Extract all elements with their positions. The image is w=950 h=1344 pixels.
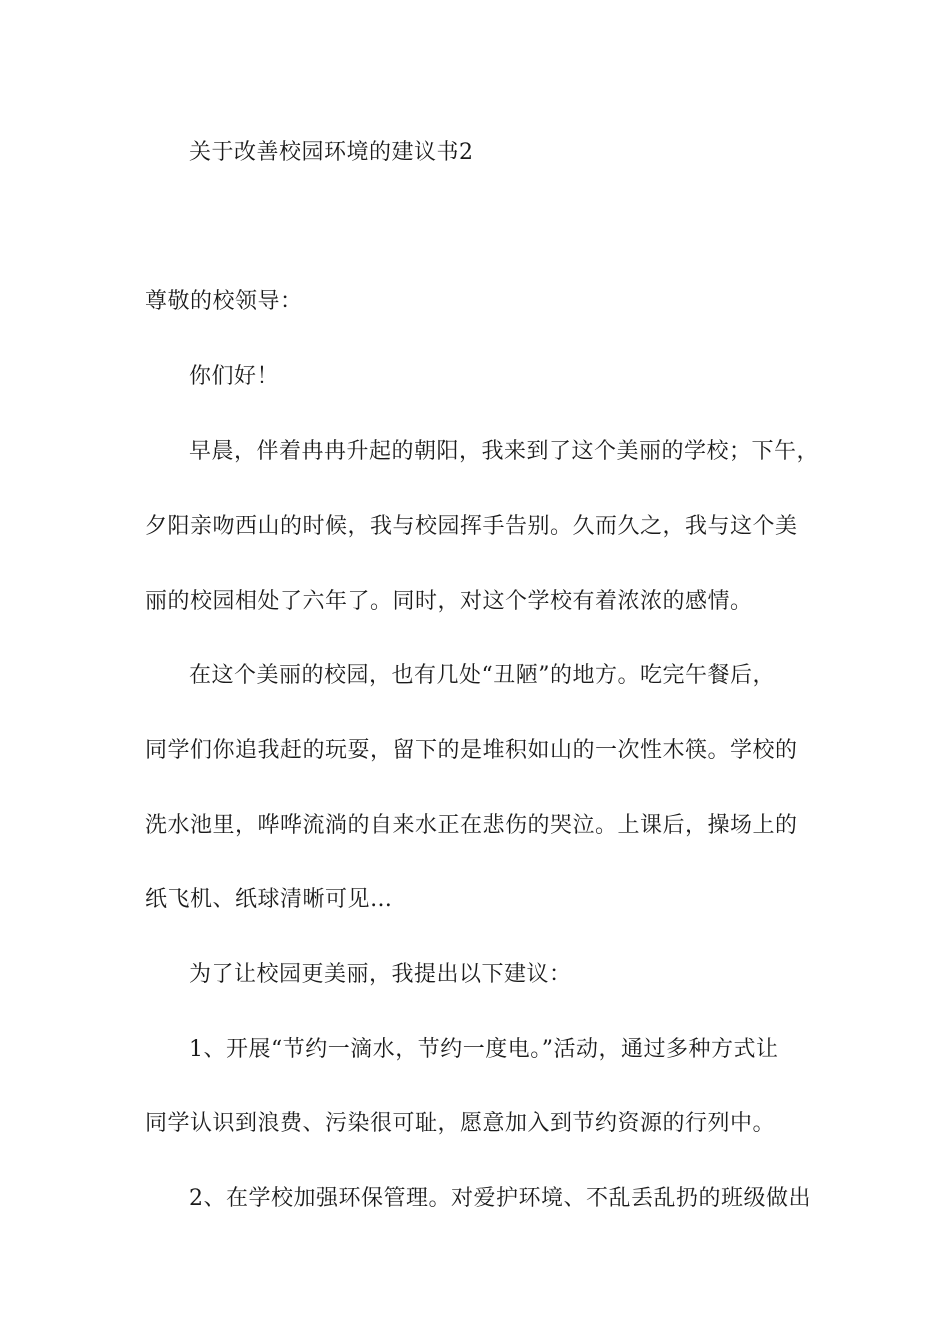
paragraph-line: 洗水池里，哗哗流淌的自来水正在悲伤的哭泣。上课后，操场上的	[145, 813, 798, 838]
paragraph-line: 纸飞机、纸球清晰可见…	[145, 887, 393, 912]
document-title: 关于改善校园环境的建议书2	[189, 140, 474, 165]
paragraph-line: 1、开展“节约一滴水，节约一度电。”活动，通过多种方式让	[189, 1037, 779, 1062]
paragraph-line: 夕阳亲吻西山的时候，我与校园挥手告别。久而久之，我与这个美	[145, 514, 798, 539]
salutation: 尊敬的校领导：	[145, 289, 303, 314]
paragraph-line: 丽的校园相处了六年了。同时，对这个学校有着浓浓的感情。	[145, 589, 753, 614]
greeting: 你们好！	[189, 364, 280, 389]
paragraph-line: 在这个美丽的校园，也有几处“丑陋”的地方。吃完午餐后，	[189, 663, 775, 688]
paragraph-line: 早晨，伴着冉冉升起的朝阳，我来到了这个美丽的学校；下午，	[189, 439, 820, 464]
paragraph-line: 2、在学校加强环保管理。对爱护环境、不乱丢乱扔的班级做出	[189, 1186, 811, 1211]
paragraph-line: 为了让校园更美丽，我提出以下建议：	[189, 962, 572, 987]
paragraph-line: 同学认识到浪费、污染很可耻，愿意加入到节约资源的行列中。	[145, 1111, 776, 1136]
paragraph-line: 同学们你追我赶的玩耍，留下的是堆积如山的一次性木筷。学校的	[145, 738, 798, 763]
